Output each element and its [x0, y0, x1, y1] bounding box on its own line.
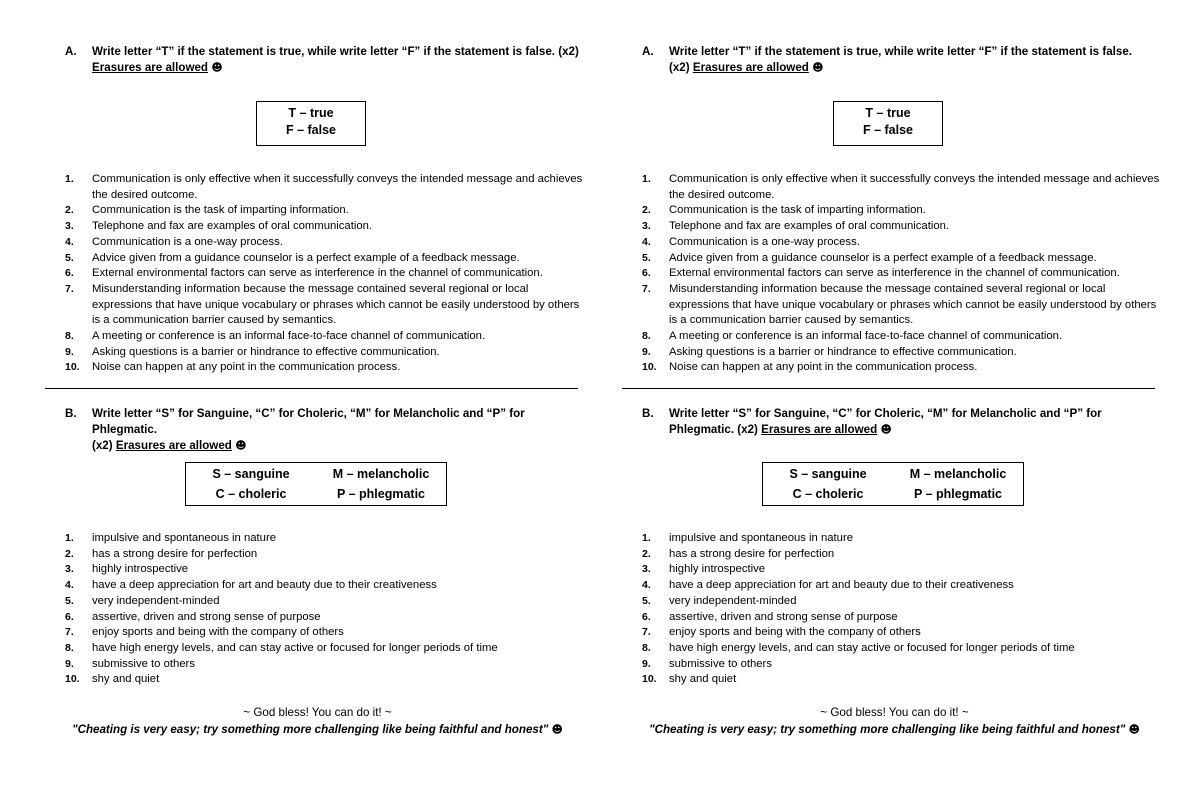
list-item: 10. shy and quiet	[65, 673, 160, 686]
list-item: 6. assertive, driven and strong sense of purpose	[65, 610, 321, 623]
section-divider	[45, 388, 578, 389]
list-item: 9. Asking questions is a barrier or hindrance to effective communication.	[65, 345, 440, 358]
list-item: 10. Noise can happen at any point in the communication process.	[65, 361, 401, 374]
part-a-list	[45, 172, 585, 376]
part-b-legend: S – sanguine M – melancholic C – choleric P – phlegmatic	[185, 462, 447, 506]
list-item: 5. Advice given from a guidance counselor is a perfect example of a feedback message.	[65, 251, 520, 264]
closing-message: ~ God bless! You can do it! ~ "Cheating is very easy; try something more challenging like being faithful and honest" ☻	[72, 706, 563, 736]
part-b-legend: S – sanguine M – melancholic C – choleric P – phlegmatic	[762, 462, 1024, 506]
part-b-list	[622, 531, 1162, 688]
part-b-list	[45, 531, 585, 688]
list-item: 7. enjoy sports and being with the company of others	[642, 626, 921, 639]
list-item: 10. Noise can happen at any point in the communication process.	[642, 361, 978, 374]
smiley-icon: ☻	[812, 61, 824, 74]
list-item: 8. have high energy levels, and can stay active or focused for longer periods of time	[65, 641, 498, 654]
part-a-instruction: A. Write letter “T” if the statement is true, while write letter “F” if the statement is false. (x2) Erasures are allowed ☻	[65, 45, 579, 74]
list-item: 2. Communication is the task of imparting information.	[642, 204, 926, 217]
list-item: 3. highly introspective	[65, 563, 189, 576]
list-item: 9. submissive to others	[65, 657, 195, 670]
list-item: 4. have a deep appreciation for art and beauty due to their creativeness	[642, 579, 1014, 592]
smiley-icon: ☻	[880, 423, 892, 436]
list-item: 3. highly introspective	[642, 563, 766, 576]
list-item: 1. impulsive and spontaneous in nature	[65, 532, 277, 544]
part-a-instruction: A. Write letter “T” if the statement is true, while write letter “F” if the statement is false. (x2) Erasures are allowed ☻	[642, 45, 1132, 74]
list-item: 1. Communication is only effective when it successfully conveys the intended message and achieves the desired outcome.	[65, 173, 583, 201]
smiley-icon: ☻	[235, 439, 247, 452]
list-item: 8. have high energy levels, and can stay active or focused for longer periods of time	[642, 641, 1075, 654]
closing-message: ~ God bless! You can do it! ~ "Cheating is very easy; try something more challenging like being faithful and honest" ☻	[649, 706, 1140, 736]
list-item: 5. very independent-minded	[65, 594, 220, 607]
list-item: 7. enjoy sports and being with the company of others	[65, 626, 344, 639]
list-item: 2. has a strong desire for perfection	[642, 547, 835, 560]
list-item: 6. External environmental factors can serve as interference in the channel of communication.	[65, 267, 543, 280]
list-item: 6. assertive, driven and strong sense of purpose	[642, 610, 898, 623]
smiley-icon: ☻	[1128, 723, 1140, 736]
list-item: 2. Communication is the task of imparting information.	[65, 204, 349, 217]
list-item: 7. Misunderstanding information because the message contained several regional or local expressions that have unique vocabulary or phrases which cannot be easily understood by others is a communication barrier caused by semantics.	[65, 282, 580, 327]
list-item: 8. A meeting or conference is an informal face-to-face channel of communication.	[642, 330, 1063, 343]
part-a-legend: T – true F – false	[833, 101, 943, 146]
list-item: 10. shy and quiet	[642, 673, 737, 686]
list-item: 4. have a deep appreciation for art and beauty due to their creativeness	[65, 579, 437, 592]
part-a-list	[622, 172, 1162, 376]
list-item: 5. very independent-minded	[642, 594, 797, 607]
part-a-legend: T – true F – false	[256, 101, 366, 146]
list-item: 1. Communication is only effective when it successfully conveys the intended message and achieves the desired outcome.	[642, 173, 1160, 201]
list-item: 4. Communication is a one-way process.	[65, 235, 283, 248]
list-item: 9. submissive to others	[642, 657, 772, 670]
smiley-icon: ☻	[551, 723, 563, 736]
list-item: 8. A meeting or conference is an informal face-to-face channel of communication.	[65, 330, 486, 343]
smiley-icon: ☻	[211, 61, 223, 74]
list-item: 3. Telephone and fax are examples of oral communication.	[65, 220, 373, 233]
section-divider	[622, 388, 1155, 389]
list-item: 6. External environmental factors can serve as interference in the channel of communication.	[642, 267, 1120, 280]
part-b-instruction: B. Write letter “S” for Sanguine, “C” for Choleric, “M” for Melancholic and “P” for Phlegmatic. (x2) Erasures are allowed ☻	[65, 407, 525, 452]
list-item: 1. impulsive and spontaneous in nature	[642, 532, 854, 544]
list-item: 9. Asking questions is a barrier or hindrance to effective communication.	[642, 345, 1017, 358]
list-item: 4. Communication is a one-way process.	[642, 235, 860, 248]
list-item: 7. Misunderstanding information because the message contained several regional or local expressions that have unique vocabulary or phrases which cannot be easily understood by others is a communication barrier caused by semantics.	[642, 282, 1157, 327]
list-item: 3. Telephone and fax are examples of oral communication.	[642, 220, 950, 233]
list-item: 2. has a strong desire for perfection	[65, 547, 258, 560]
part-b-instruction: B. Write letter “S” for Sanguine, “C” for Choleric, “M” for Melancholic and “P” for Phlegmatic. (x2) Erasures are allowed ☻	[642, 407, 1102, 436]
list-item: 5. Advice given from a guidance counselor is a perfect example of a feedback message.	[642, 251, 1097, 264]
